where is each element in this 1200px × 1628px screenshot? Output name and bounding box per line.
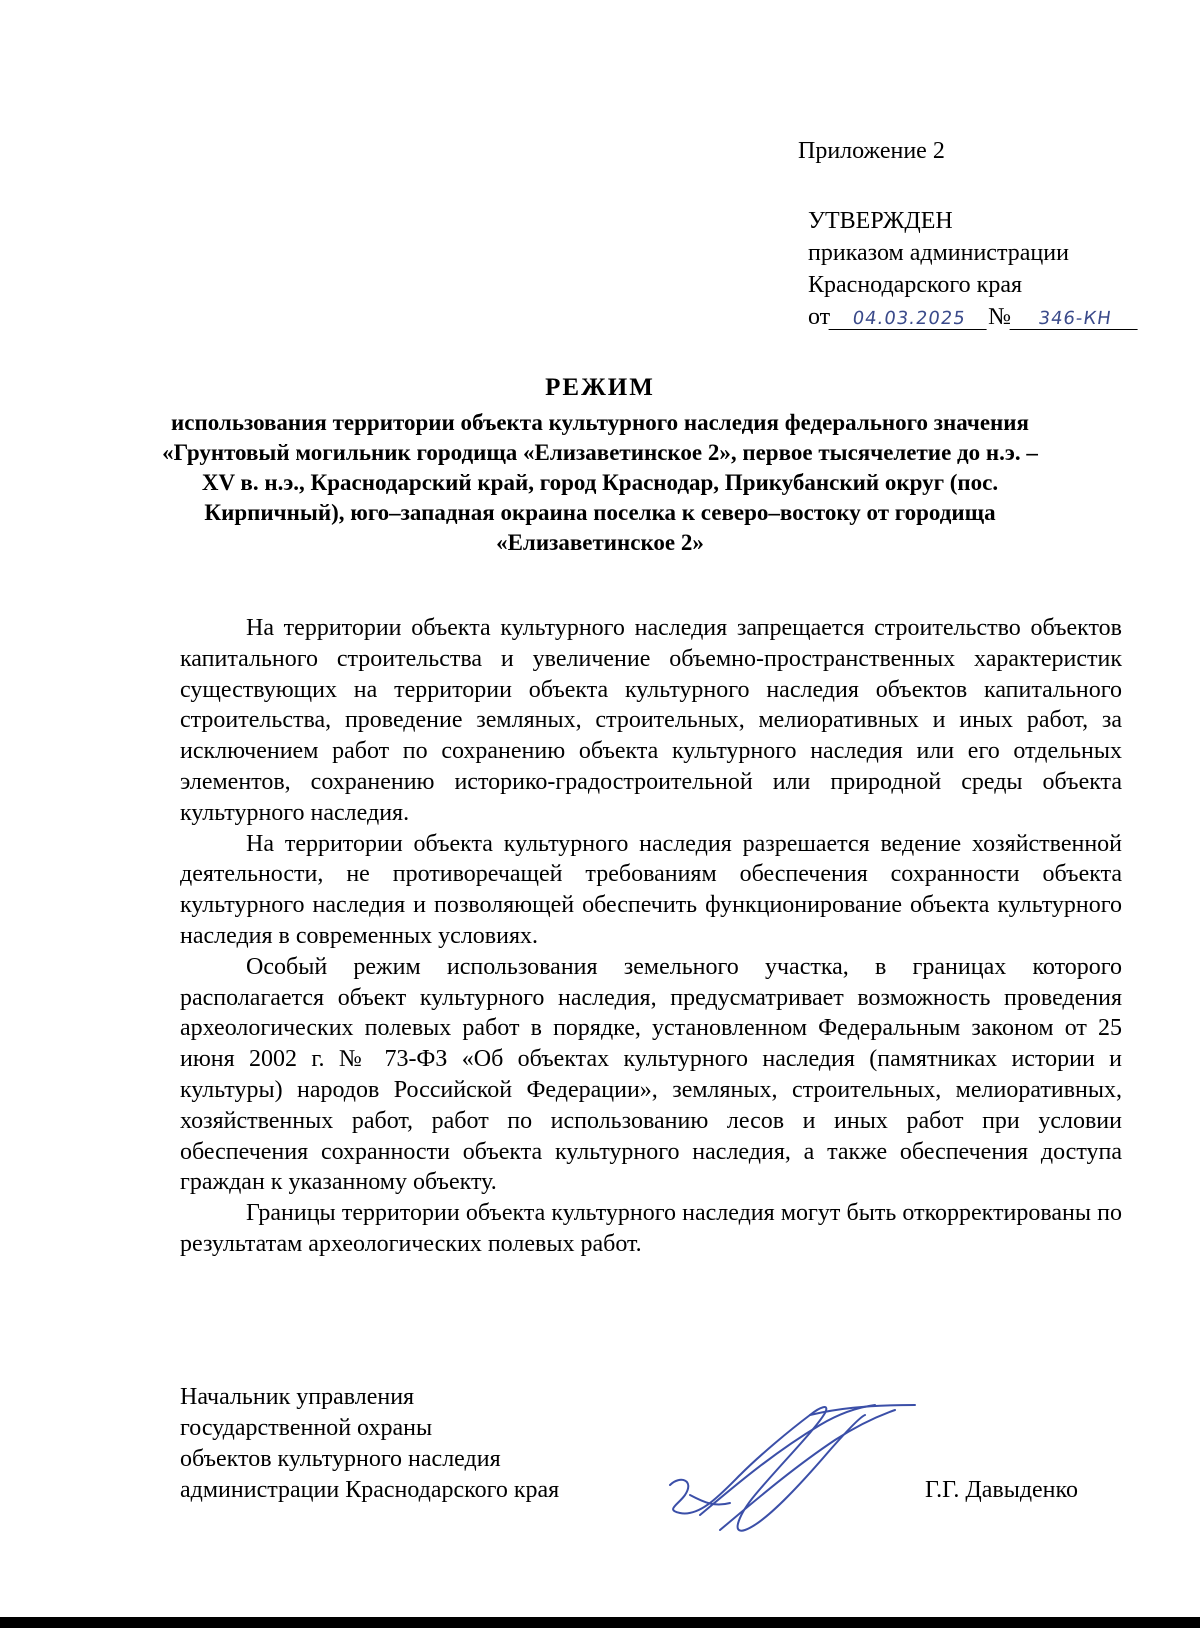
document-title xyxy=(160,370,1040,558)
position-line-1: Начальник управления xyxy=(180,1384,415,1410)
handwritten-signature xyxy=(660,1395,920,1555)
paragraph: На территории объекта культурного наследия разрешается ведение хозяйственной деятельности, не противоречащей требованиям обеспечения сохранности объекта культурного наследия и позволяющей обеспечить функционирование объекта культурного наследия в современных условиях. xyxy=(180,830,1122,949)
handwritten-date: 04.03.2025 xyxy=(829,309,990,330)
approval-heading: УТВЕРЖДЕН xyxy=(808,208,953,234)
approval-stamp-block xyxy=(808,205,1139,333)
signatory-name: Г.Г. Давыденко xyxy=(925,1477,1078,1503)
approval-date-number-line xyxy=(808,301,1139,333)
title-subtitle: использования территории объекта культурного наследия федерального значения «Грунтовый могильник городища «Елизаветинское 2», первое тысячелетие до н.э. – XV в. н.э., Краснодарский край, город Краснодар, Прикубанский округ (пос. Кирпичный), юго–западная окраина поселка к северо–востоку от городища «Елизаветинское 2» xyxy=(162,410,1038,555)
position-line-4: администрации Краснодарского края xyxy=(180,1477,560,1503)
approval-line-2: Краснодарского края xyxy=(808,272,1023,298)
scan-bottom-edge xyxy=(0,1617,1200,1628)
handwritten-number: 346-КН xyxy=(1010,309,1141,330)
number-prefix: № xyxy=(988,304,1012,330)
position-line-2: государственной охраны xyxy=(180,1415,433,1441)
paragraph: Границы территории объекта культурного наследия могут быть откорректированы по результатам археологических полевых работ. xyxy=(180,1200,1122,1257)
document-body xyxy=(180,613,1122,1260)
paragraph: На территории объекта культурного наследия запрещается строительство объектов капитального строительства и увеличение объемно-пространственных характеристик существующих на территории объекта культурного наследия объектов капитального строительства, проведение земляных, строительных, мелиоративных и иных работ, за исключением работ по сохранению объекта культурного наследия или его отдельных элементов, сохранению историко-градостроительной или природной среды объекта культурного наследия. xyxy=(180,615,1122,826)
position-line-3: объектов культурного наследия xyxy=(180,1446,501,1472)
annex-label: Приложение 2 xyxy=(798,138,945,164)
signatory-position xyxy=(180,1382,559,1506)
title-main: РЕЖИМ xyxy=(545,374,655,401)
date-prefix: от xyxy=(808,304,831,330)
paragraph: Особый режим использования земельного участка, в границах которого располагается объект культурного наследия, предусматривает возможность проведения археологических полевых работ в порядке, установленном Федеральным законом от 25 июня 2002 г. № 73-ФЗ «Об объектах культурного наследия (памятниках истории и культуры) народов Российской Федерации», земляных, строительных, мелиоративных, хозяйственных работ, работ по использованию лесов и иных работ при условии обеспечения сохранности объекта культурного наследия, а также обеспечения доступа граждан к указанному объекту. xyxy=(180,953,1122,1196)
approval-line-1: приказом администрации xyxy=(808,240,1069,266)
